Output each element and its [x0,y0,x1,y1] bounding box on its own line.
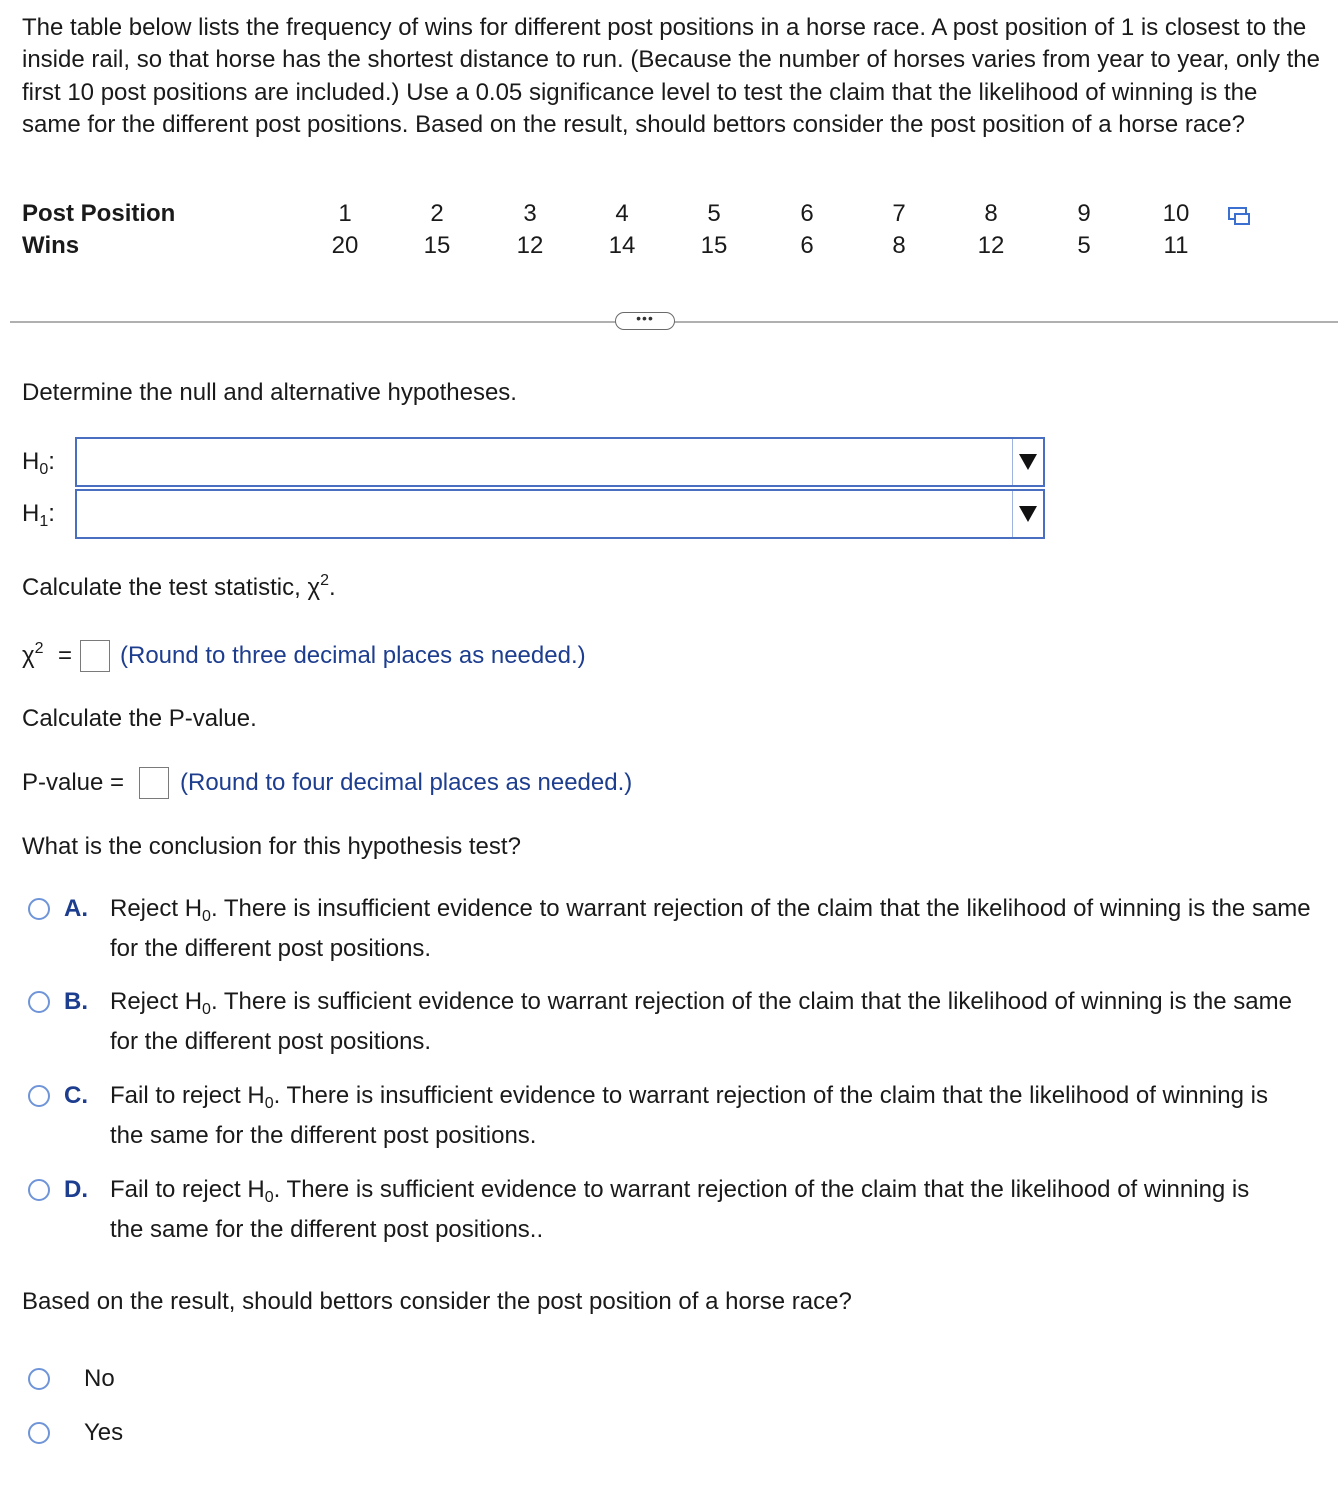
test-statistic-prompt [22,572,336,604]
table-cell: 1 [338,200,352,227]
option-subscript: 0 [264,1189,274,1206]
radio-circle-icon[interactable] [28,1368,50,1390]
problem-statement: The table below lists the frequency of wins for different post positions in a horse race. A post position of 1 is closest to the inside rail, so that horse has the shortest distance to run. (Because the number of horses varies from year to year, only the first 10 post positions are included.) Use a 0.05 significance level to test the claim that the likelihood of winning is the same for the different post positions. Based on the result, should bettors consider the post position of a horse race? [22,14,1321,139]
chi-square-superscript: 2 [320,572,329,589]
table-cell: 6 [800,200,814,227]
table-cell: 5 [707,200,721,227]
option-lead: Fail to reject H [110,1176,265,1203]
option-rest: . There is sufficient evidence to warrant rejection of the claim that the likelihood of winning is the same for the different post positions. [110,988,1292,1055]
pvalue-prompt: Calculate the P-value. [22,705,257,732]
option-c-radio[interactable] [28,1085,50,1107]
option-d-letter: D. [64,1176,88,1203]
chevron-down-icon[interactable] [1012,439,1043,485]
radio-circle-icon[interactable] [28,991,50,1013]
option-rest: . There is insufficient evidence to warrant rejection of the claim that the likelihood of winning is the same for the different post positions. [110,895,1311,962]
table-cell: 11 [1163,232,1189,259]
h0-letter: H [22,448,40,475]
option-a-letter: A. [64,895,88,922]
option-lead: Reject H [110,988,203,1015]
table-cell: 14 [608,232,636,259]
row-header-wins: Wins [22,232,80,259]
conclusion-prompt: What is the conclusion for this hypothesis test? [22,833,521,860]
round-four-hint: (Round to four decimal places as needed.) [180,769,633,796]
h1-label [22,498,55,530]
table-cell: 15 [423,232,451,259]
option-subscript: 0 [202,908,211,925]
chevron-down-icon[interactable] [1012,491,1043,537]
option-no-label[interactable]: No [84,1365,115,1392]
h0-subscript: 0 [39,461,49,478]
radio-circle-icon[interactable] [28,1179,50,1201]
table-cell: 8 [984,200,998,227]
table-cell: 9 [1077,200,1091,227]
option-a-radio[interactable] [28,898,50,920]
h0-dropdown[interactable] [75,437,1045,487]
table-cell: 20 [331,232,359,259]
option-c-letter: C. [64,1082,88,1109]
test-statistic-prompt-text: Calculate the test statistic, χ [22,574,321,601]
table-cell: 15 [700,232,728,259]
option-b-text[interactable] [110,982,1310,1062]
chi-square-superscript: 2 [34,640,44,657]
table-cell: 12 [977,232,1005,259]
option-yes-radio[interactable] [28,1422,50,1444]
chi-square-input[interactable] [80,640,110,672]
row-header-post-position: Post Position [22,200,176,227]
option-no-radio[interactable] [28,1368,50,1390]
chi-symbol: χ [22,642,35,669]
h1-dropdown[interactable] [75,489,1045,539]
radio-circle-icon[interactable] [28,1085,50,1107]
table-cell: 5 [1077,232,1091,259]
chi-square-label [22,640,44,672]
option-b-letter: B. [64,988,88,1015]
option-d-text[interactable] [110,1170,1250,1250]
option-c-text[interactable] [110,1076,1270,1156]
option-subscript: 0 [264,1095,274,1112]
table-row-wins [22,230,1262,262]
table-cell: 8 [892,232,906,259]
round-three-hint: (Round to three decimal places as needed.) [120,642,586,669]
table-cell: 12 [516,232,544,259]
option-yes-label[interactable]: Yes [84,1419,124,1446]
option-rest: . There is sufficient evidence to warrant rejection of the claim that the likelihood of winning is the same for the different post positions.. [110,1176,1250,1243]
radio-circle-icon[interactable] [28,1422,50,1444]
pvalue-label: P-value = [22,769,125,796]
option-a-text[interactable] [110,889,1320,969]
table-cell: 4 [615,200,629,227]
table-row-post-position [22,198,1262,230]
h0-label [22,446,55,478]
hypotheses-prompt: Determine the null and alternative hypotheses. [22,379,517,406]
table-cell: 2 [430,200,444,227]
h1-colon: : [48,500,55,527]
prompt-period: . [328,574,336,601]
option-subscript: 0 [202,1001,211,1018]
h1-letter: H [22,500,40,527]
table-cell: 6 [800,232,814,259]
bettors-prompt: Based on the result, should bettors consider the post position of a horse race? [22,1288,852,1315]
table-cell: 3 [523,200,537,227]
data-table [22,198,1262,262]
h0-colon: : [48,448,55,475]
expand-more-button[interactable]: ••• [615,312,675,330]
option-d-radio[interactable] [28,1179,50,1201]
table-cell: 7 [892,200,906,227]
option-lead: Reject H [110,895,203,922]
option-lead: Fail to reject H [110,1082,265,1109]
copy-data-icon[interactable] [1228,206,1250,226]
option-rest: . There is insufficient evidence to warrant rejection of the claim that the likelihood of winning is the same for the different post positions. [110,1082,1268,1149]
pvalue-input[interactable] [139,767,169,799]
h1-subscript: 1 [39,513,49,530]
radio-circle-icon[interactable] [28,898,50,920]
option-b-radio[interactable] [28,991,50,1013]
equals-sign: = [58,642,73,669]
table-cell: 10 [1162,200,1190,227]
